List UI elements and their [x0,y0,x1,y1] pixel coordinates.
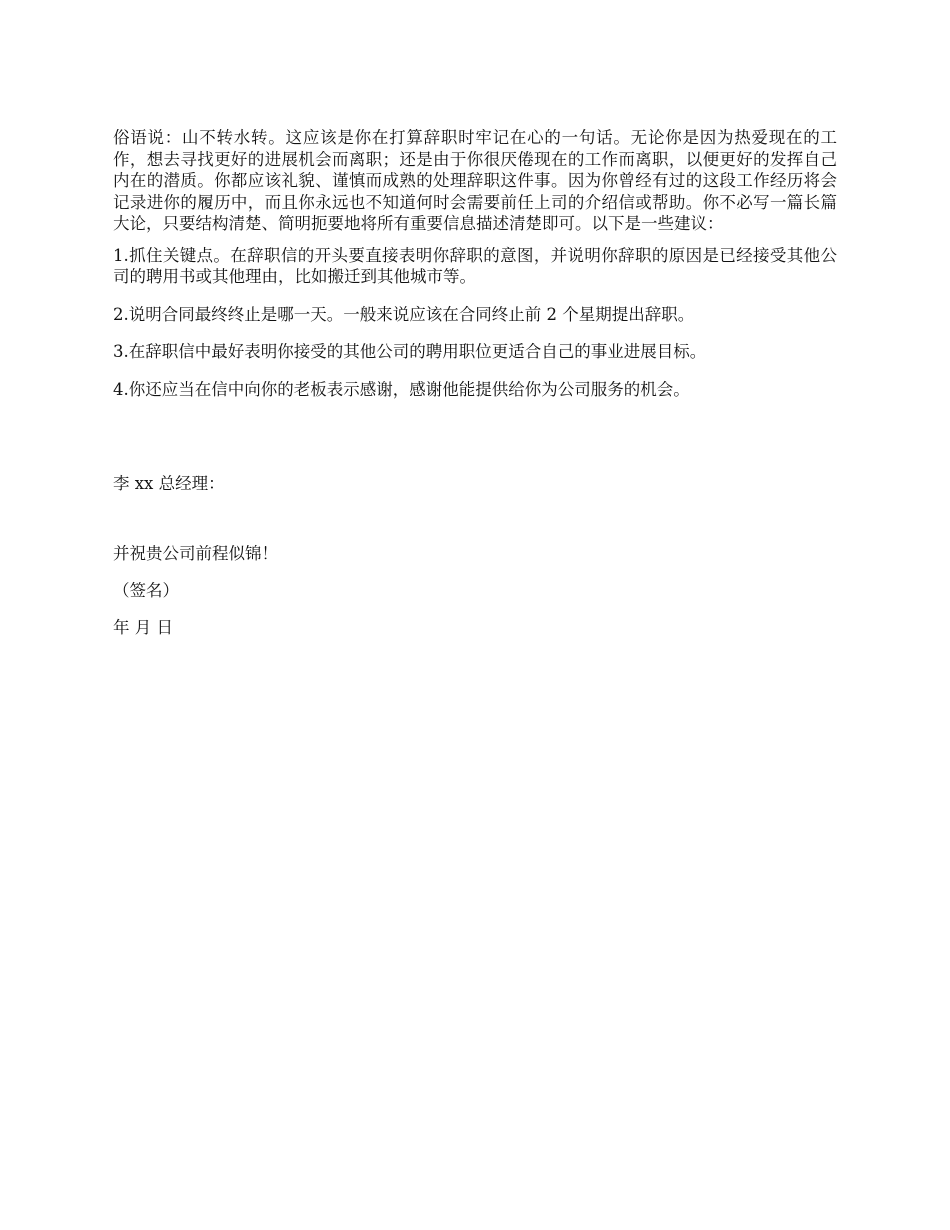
document-body [113,127,837,400]
signature-placeholder: （签名） [113,581,179,600]
salutation: 李 xx 总经理： [113,474,225,493]
date-line: 年 月 日 [113,618,173,637]
closing-line: 并祝贵公司前程似锦！ [113,544,278,563]
tip-item-4: 4.你还应当在信中向你的老板表示感谢，感谢他能提供给你为公司服务的机会。 [113,379,690,399]
tip-item-2: 2.说明合同最终终止是哪一天。一般来说应该在合同终止前 2 个星期提出辞职。 [113,304,695,324]
tip-item-1: 1.抓住关键点。在辞职信的开头要直接表明你辞职的意图，并说明你辞职的原因是已经接受其他公司的聘用书或其他理由，比如搬迁到其他城市等。 [113,245,837,286]
intro-paragraph: 俗语说：山不转水转。这应该是你在打算辞职时牢记在心的一句话。无论你是因为热爱现在的工作，想去寻找更好的进展机会而离职；还是由于你很厌倦现在的工作而离职，以便更好的发挥自己内在的潜质。你都应该礼貌、谨慎而成熟的处理辞职这件事。因为你曾经有过的这段工作经历将会记录进你的履历中，而且你永远也不知道何时会需要前任上司的介绍信或帮助。你不必写一篇长篇大论，只要结构清楚、简明扼要地将所有重要信息描述清楚即可。以下是一些建议： [113,128,837,233]
tip-item-3: 3.在辞职信中最好表明你接受的其他公司的聘用职位更适合自己的事业进展目标。 [113,342,707,361]
